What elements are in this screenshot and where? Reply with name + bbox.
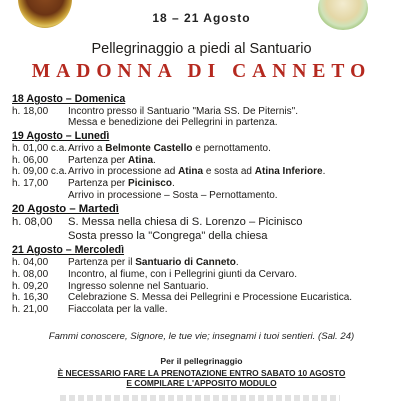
schedule-time: [12, 229, 68, 243]
day-heading: 18 Agosto – Domenica: [12, 93, 126, 105]
schedule-row: [12, 257, 398, 269]
booking-notice: [0, 369, 403, 389]
schedule-row: [12, 178, 398, 190]
schedule-time: [12, 117, 68, 129]
schedule-text: Incontro presso il Santuario "Maria SS. De Piternis".: [68, 105, 298, 117]
schedule-text: Celebrazione S. Messa dei Pellegrini e Processione Eucaristica.: [68, 292, 353, 304]
schedule-row: [12, 229, 398, 243]
schedule-row: [12, 143, 398, 155]
schedule-row: [12, 292, 398, 304]
schedule-row: [12, 155, 398, 167]
schedule-text: Partenza per Atina.: [68, 154, 156, 166]
schedule-row: [12, 190, 398, 202]
schedule-time: h. 18,00: [12, 105, 49, 117]
booking-notice-line: E COMPILARE L'APPOSITO MODULO: [126, 377, 277, 388]
schedule-row: [12, 106, 398, 118]
cut-off-text: [60, 395, 340, 401]
schedule-text: Incontro, al fiume, con i Pellegrini giunti da Cervaro.: [68, 268, 298, 280]
scripture-quote: Fammi conoscere, Signore, le tue vie; insegnami i tuoi sentieri. (Sal. 24): [48, 331, 355, 342]
schedule-row: [12, 281, 398, 293]
schedule-time: h. 09,20: [12, 280, 49, 292]
schedule-row: [12, 304, 398, 316]
day-heading: 21 Agosto – Mercoledì: [12, 244, 125, 257]
schedule-text: S. Messa nella chiesa di S. Lorenzo – Picinisco: [68, 216, 303, 229]
day-heading: 19 Agosto – Lunedì: [12, 130, 110, 143]
schedule-time: [12, 190, 68, 202]
schedule-time: h. 06,00: [12, 154, 49, 166]
schedule-text: Arrivo in processione – Sosta – Pernottamento.: [68, 189, 278, 201]
schedule-text: Arrivo a Belmonte Castello e pernottamento.: [68, 142, 271, 154]
event-dates: 18 – 21 Agosto: [152, 11, 251, 25]
footer-label: Per il pellegrinaggio: [160, 356, 243, 366]
schedule-text: Partenza per Picinisco.: [68, 178, 175, 190]
schedule: [12, 93, 398, 316]
schedule-time: h. 21,00: [12, 304, 49, 316]
schedule-time: h. 09,00 c.a.: [12, 166, 68, 178]
page-title: MADONNA DI CANNETO: [31, 61, 372, 82]
schedule-text: Messa e benedizione dei Pellegrini in partenza.: [68, 117, 278, 129]
schedule-text: Arrivo in processione ad Atina e sosta ad Atina Inferiore.: [68, 166, 326, 178]
schedule-time: h. 04,00: [12, 256, 49, 268]
booking-notice-line: È NECESSARIO FARE LA PRENOTAZIONE ENTRO SABATO 10 AGOSTO: [57, 368, 346, 378]
schedule-text: Sosta presso la "Congrega" della chiesa: [68, 230, 268, 243]
schedule-time: h. 08,00: [12, 216, 53, 229]
schedule-text: Partenza per il Santuario di Canneto.: [68, 256, 239, 268]
schedule-text: Fiaccolata per la valle.: [68, 304, 168, 316]
schedule-row: [12, 166, 398, 178]
schedule-row: [12, 269, 398, 281]
schedule-time: h. 16,30: [12, 292, 49, 304]
schedule-row: [12, 215, 398, 229]
event-subtitle: Pellegrinaggio a piedi al Santuario: [91, 41, 312, 57]
schedule-text: Ingresso solenne nel Santuario.: [68, 280, 209, 292]
day-heading: 20 Agosto – Martedì: [12, 202, 119, 215]
schedule-time: h. 17,00: [12, 178, 49, 190]
schedule-row: [12, 117, 398, 129]
schedule-time: h. 08,00: [12, 268, 49, 280]
schedule-time: h. 01,00 c.a.: [12, 142, 68, 154]
